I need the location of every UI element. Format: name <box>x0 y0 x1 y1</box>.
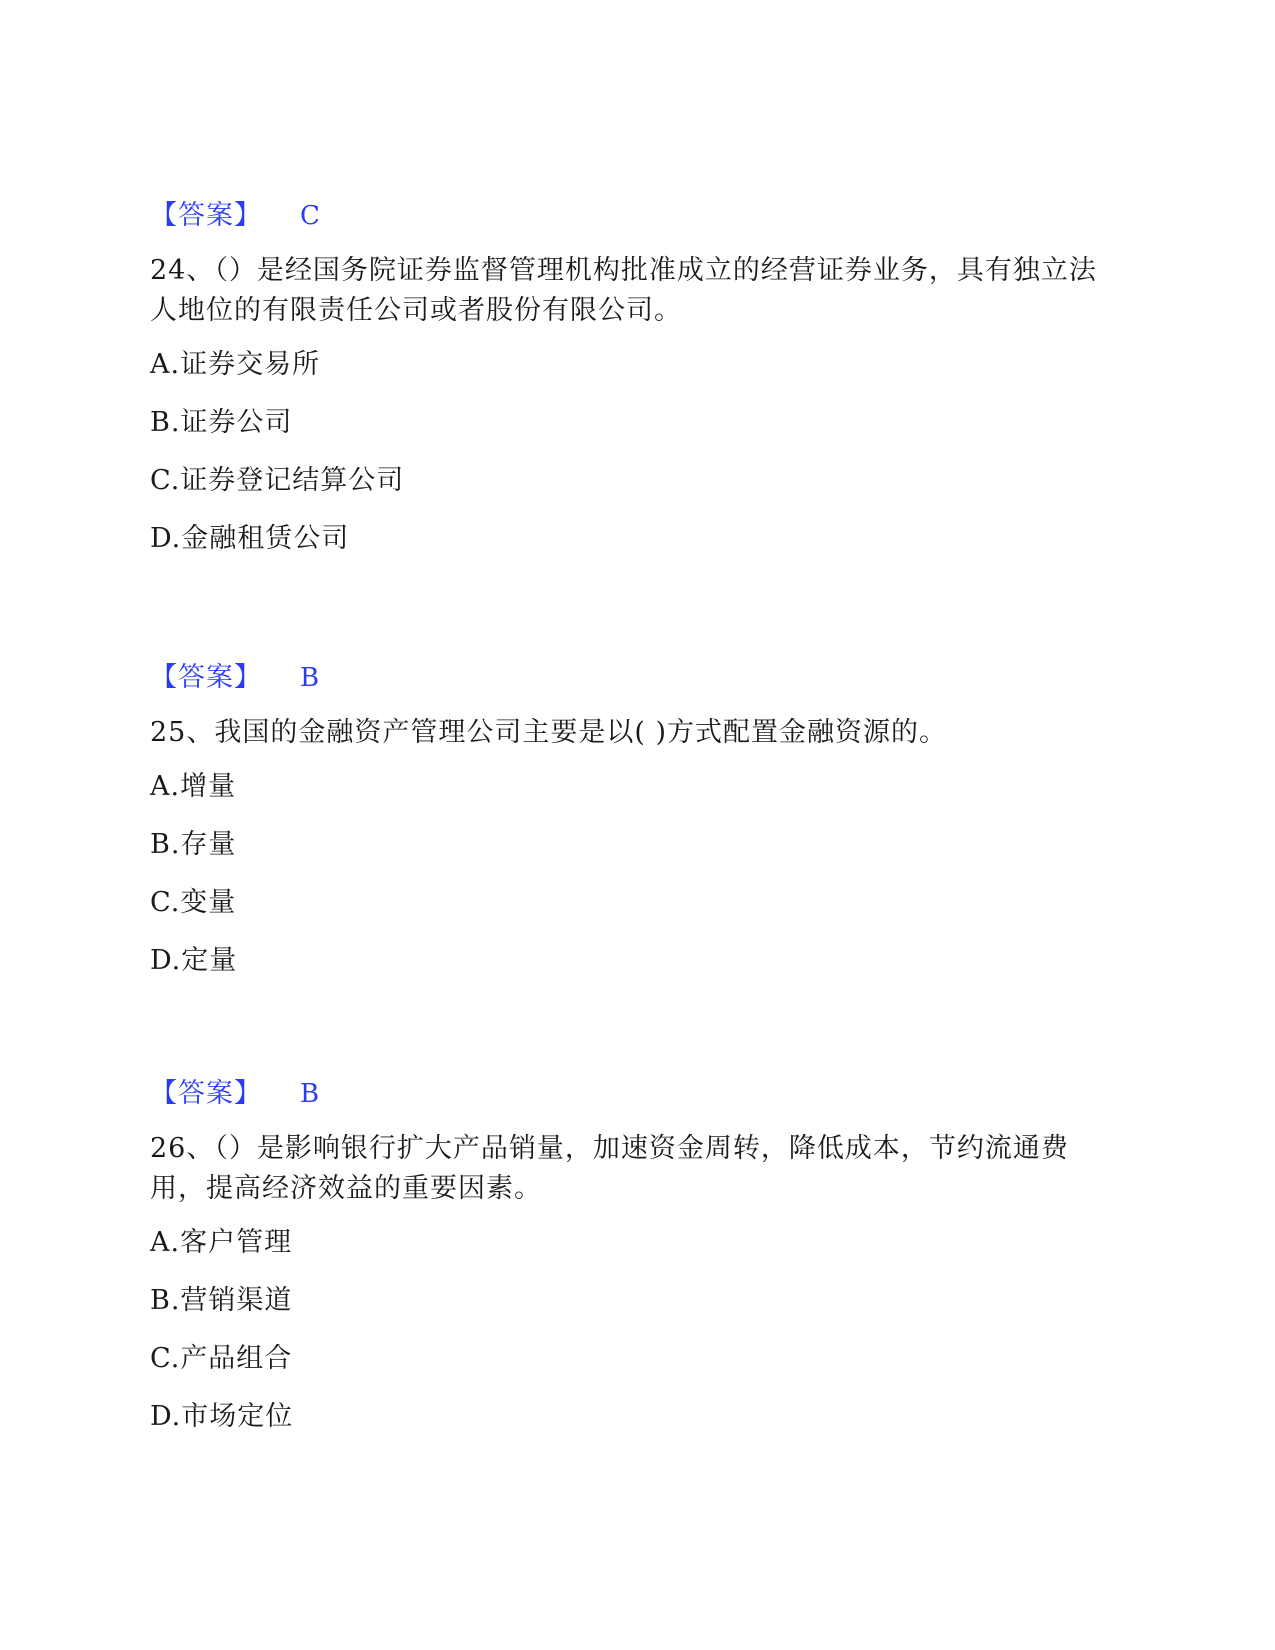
question-text: 25、我国的金融资产管理公司主要是以( )方式配置金融资源的。 <box>150 717 948 748</box>
options-list <box>150 1223 1110 1455</box>
answer-line <box>150 658 1110 698</box>
option-d: D.定量 <box>150 945 238 976</box>
option-a: A.证券交易所 <box>150 349 321 380</box>
option-c: C.证券登记结算公司 <box>150 465 405 496</box>
answer-line <box>150 196 1110 236</box>
option-a: A.增量 <box>150 771 237 802</box>
answer-label: 【答案】 <box>150 662 262 693</box>
answer-value: B <box>300 1079 320 1109</box>
answer-line <box>150 1074 1110 1114</box>
question-text: 26、（）是影响银行扩大产品销量，加速资金周转，降低成本，节约流通费用，提高经济效益的重要因素。 <box>150 1133 1069 1204</box>
question-block-24 <box>150 196 1110 577</box>
option-d: D.市场定位 <box>150 1401 294 1432</box>
question-block-26 <box>150 1074 1110 1455</box>
answer-value: B <box>300 663 320 693</box>
question-text: 24、（）是经国务院证券监督管理机构批准成立的经营证券业务，具有独立法人地位的有限责任公司或者股份有限公司。 <box>150 255 1097 326</box>
answer-label: 【答案】 <box>150 1078 262 1109</box>
option-c: C.变量 <box>150 887 237 918</box>
option-b: B.证券公司 <box>150 407 293 438</box>
option-a: A.客户管理 <box>150 1227 293 1258</box>
option-b: B.营销渠道 <box>150 1285 293 1316</box>
question-block-25 <box>150 658 1110 999</box>
options-list <box>150 767 1110 999</box>
answer-label: 【答案】 <box>150 200 262 231</box>
option-c: C.产品组合 <box>150 1343 293 1374</box>
option-b: B.存量 <box>150 829 237 860</box>
options-list <box>150 345 1110 577</box>
option-d: D.金融租赁公司 <box>150 523 350 554</box>
answer-value: C <box>300 201 320 231</box>
